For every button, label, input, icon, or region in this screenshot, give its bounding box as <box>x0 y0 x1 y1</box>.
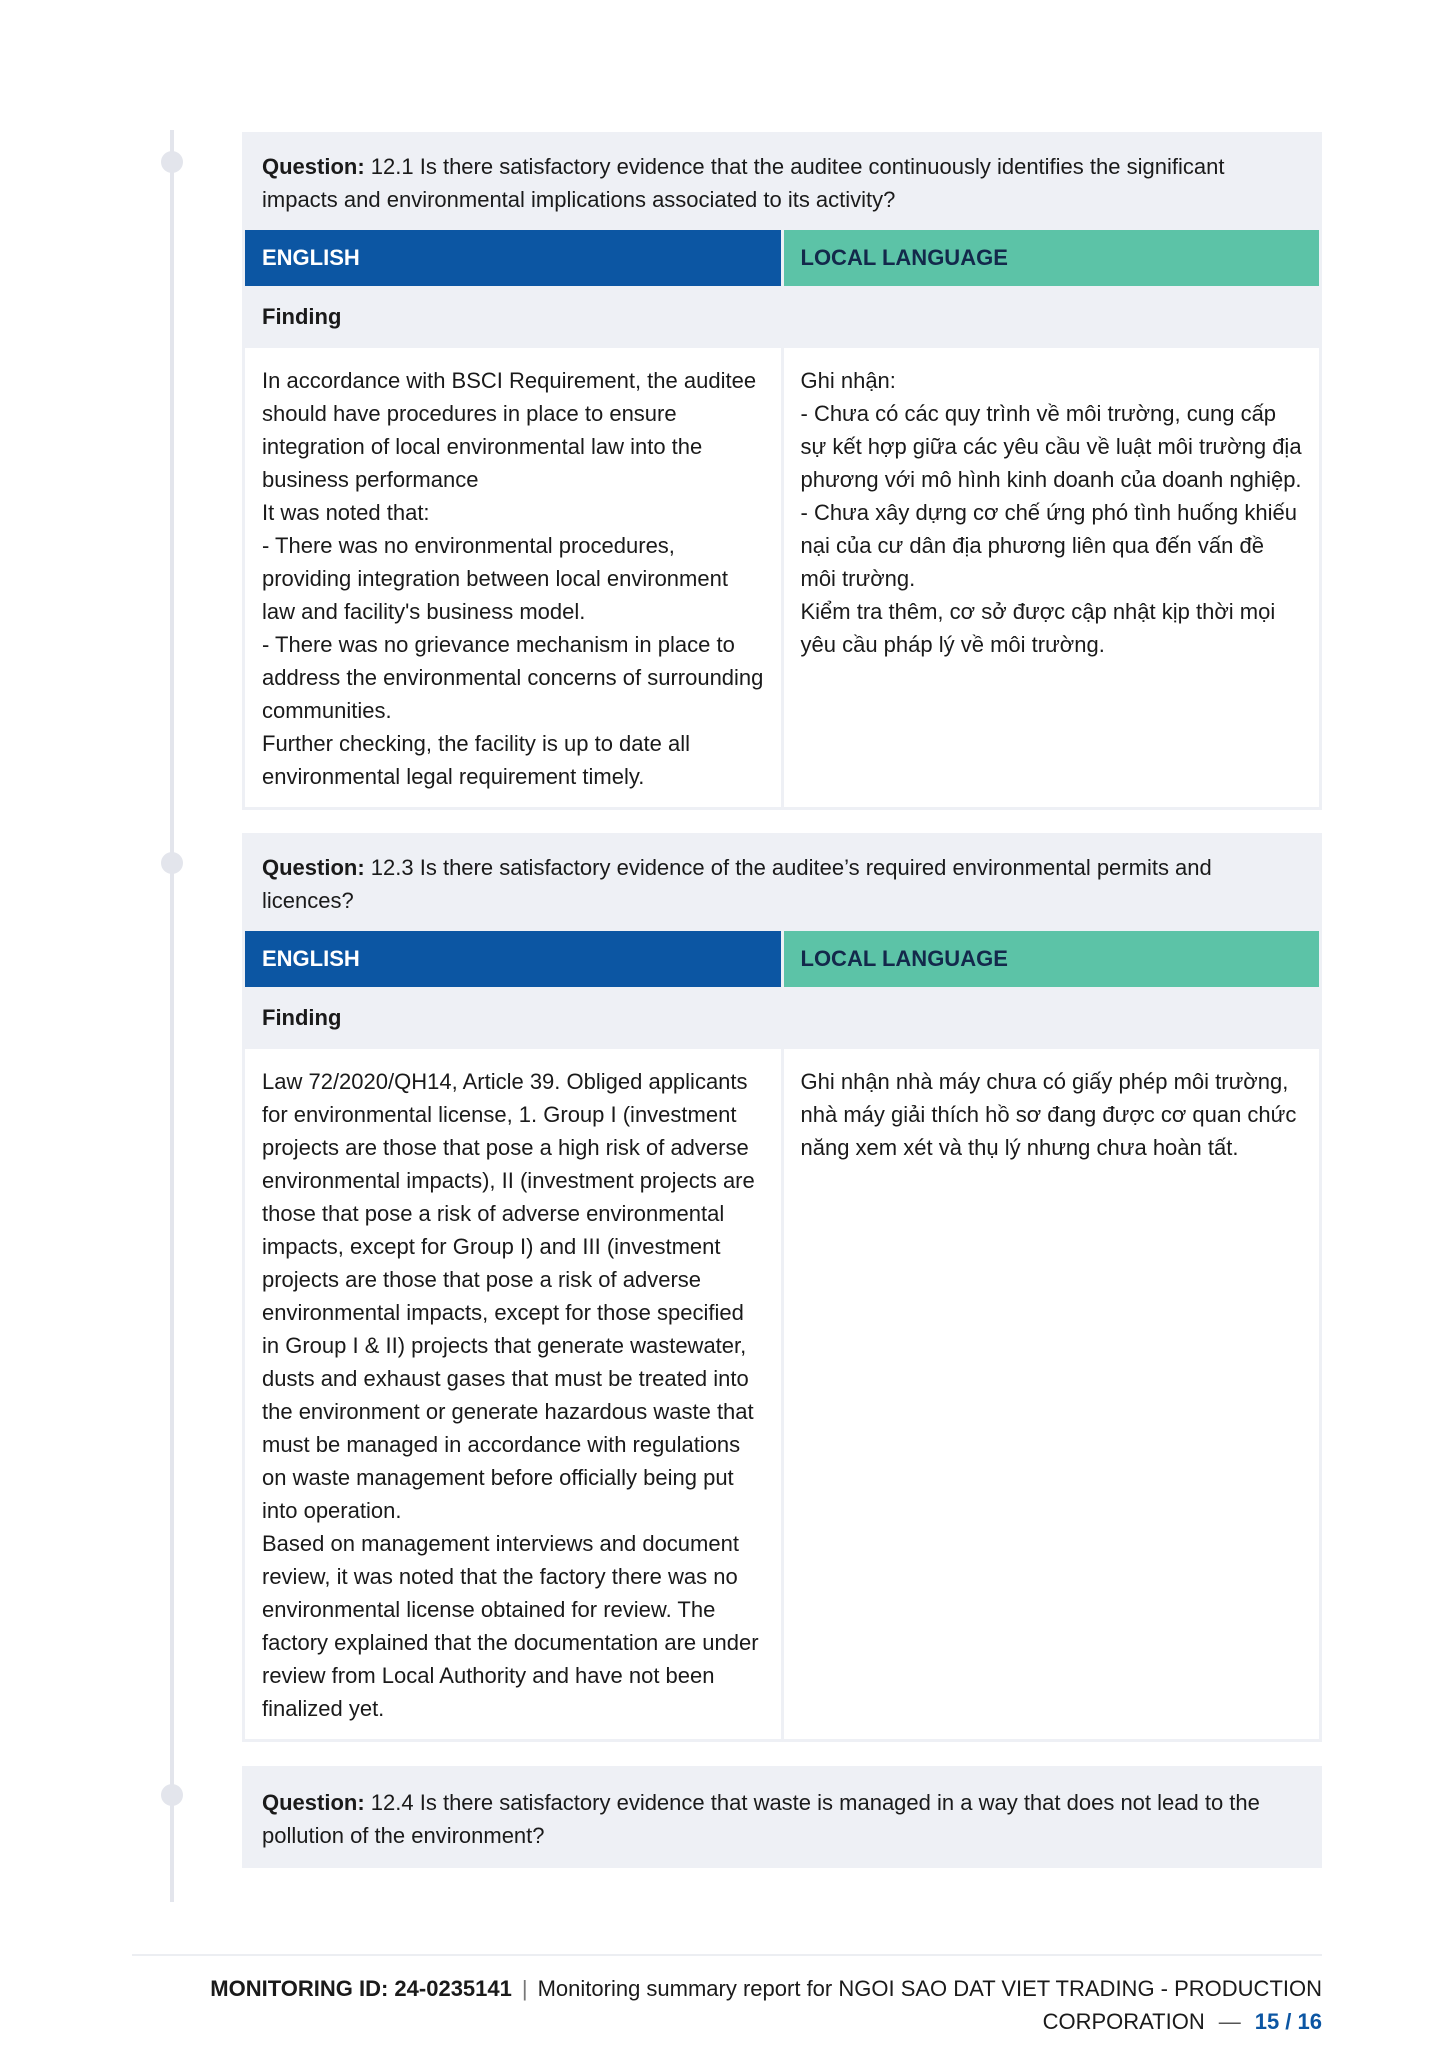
question-block-12-1 <box>242 132 1322 810</box>
question-row <box>242 132 1322 230</box>
page-footer <box>172 1972 1322 2038</box>
question-row <box>242 833 1322 931</box>
timeline-dot <box>161 1784 183 1806</box>
footer-divider <box>132 1954 1322 1956</box>
local-language-header: LOCAL LANGUAGE <box>784 230 1320 286</box>
question-label: Question: <box>262 154 365 179</box>
language-header <box>242 931 1322 987</box>
english-header: ENGLISH <box>245 931 781 987</box>
english-finding-text: In accordance with BSCI Requirement, the auditee should have procedures in place to ensure integration of local environmental law into the business performance It was noted that: - There was no environmental procedures, providing integration between local environment law and facility's business model. - There was no grievance mechanism in place to address the environmental concerns of surrounding communities. Further checking, the facility is up to date all environmental legal requirement timely. <box>245 348 781 807</box>
question-row <box>242 1766 1322 1868</box>
local-language-header: LOCAL LANGUAGE <box>784 931 1320 987</box>
question-text: 12.4 Is there satisfactory evidence that waste is managed in a way that does not lead to the pollution of the environment? <box>262 1790 1260 1848</box>
finding-label: Finding <box>242 286 1322 348</box>
question-text: 12.3 Is there satisfactory evidence of the auditee’s required environmental permits and licences? <box>262 855 1212 913</box>
finding-label: Finding <box>242 987 1322 1049</box>
footer-separator: | <box>521 1976 528 2001</box>
english-header: ENGLISH <box>245 230 781 286</box>
timeline-dot <box>161 151 183 173</box>
question-block-12-4 <box>242 1766 1322 1868</box>
timeline-dot <box>161 852 183 874</box>
language-header <box>242 230 1322 286</box>
monitoring-id: MONITORING ID: 24-0235141 <box>210 1976 512 2001</box>
question-label: Question: <box>262 855 365 880</box>
local-finding-text: Ghi nhận: - Chưa có các quy trình về môi trường, cung cấp sự kết hợp giữa các yêu cầu về luật môi trường địa phương với mô hình kinh doanh của doanh nghiệp. - Chưa xây dựng cơ chế ứng phó tình huống khiếu nại của cư dân địa phương liên qua đến vấn đề môi trường. Kiểm tra thêm, cơ sở được cập nhật kịp thời mọi yêu cầu pháp lý về môi trường. <box>784 348 1320 807</box>
local-finding-text: Ghi nhận nhà máy chưa có giấy phép môi trường, nhà máy giải thích hồ sơ đang được cơ quan chức năng xem xét và thụ lý nhưng chưa hoàn tất. <box>784 1049 1320 1739</box>
timeline-line <box>170 130 174 1902</box>
report-summary: Monitoring summary report for NGOI SAO DAT VIET TRADING - PRODUCTION CORPORATION <box>537 1976 1322 2034</box>
finding-body <box>242 348 1322 810</box>
question-text: 12.1 Is there satisfactory evidence that the auditee continuously identifies the significant impacts and environmental implications associated to its activity? <box>262 154 1225 212</box>
page-number: 15 / 16 <box>1254 2009 1322 2034</box>
finding-body <box>242 1049 1322 1742</box>
footer-dash: — <box>1218 2009 1241 2034</box>
english-finding-text: Law 72/2020/QH14, Article 39. Obliged applicants for environmental license, 1. Group I (investment projects are those that pose a high risk of adverse environmental impacts), II (investment projects are those that pose a risk of adverse environmental impacts, except for Group I) and III (investment projects are those that pose a risk of adverse environmental impacts, except for those specified in Group I & II) projects that generate wastewater, dusts and exhaust gases that must be treated into the environment or generate hazardous waste that must be managed in accordance with regulations on waste management before officially being put into operation. Based on management interviews and document review, it was noted that the factory there was no environmental license obtained for review. The factory explained that the documentation are under review from Local Authority and have not been finalized yet. <box>245 1049 781 1739</box>
question-block-12-3 <box>242 833 1322 1742</box>
question-label: Question: <box>262 1790 365 1815</box>
